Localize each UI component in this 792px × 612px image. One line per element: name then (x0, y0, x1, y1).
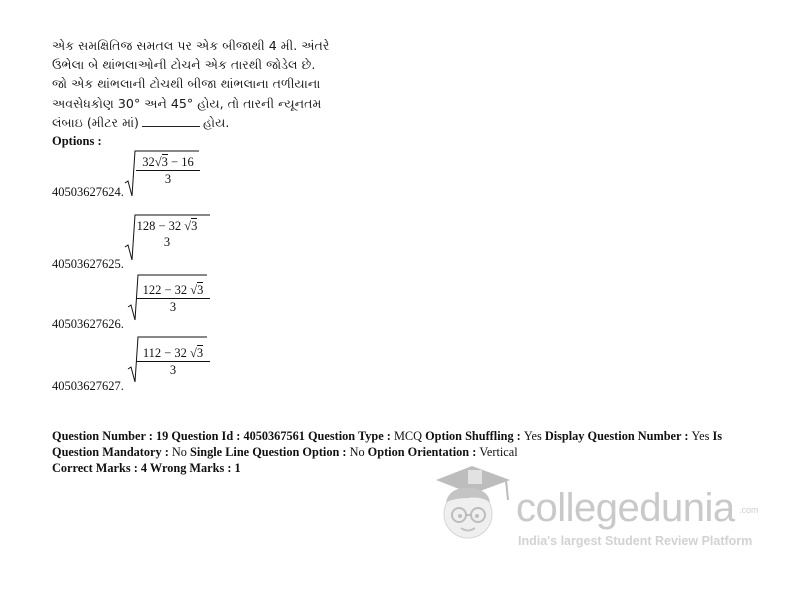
collegedunia-watermark (428, 458, 758, 568)
option-id: 40503627627. (52, 379, 124, 393)
option-denominator: 3 (164, 172, 172, 186)
option-denominator: 3 (163, 235, 171, 249)
option-id: 40503627625. (52, 257, 124, 271)
metadata-line-2: Correct Marks : 4 Wrong Marks : 1 (52, 461, 241, 475)
option-numerator: 112 − 32 √3 (136, 346, 210, 362)
option-2[interactable] (52, 214, 352, 270)
option-fraction (136, 346, 210, 378)
watermark-tagline: India's largest Student Review Platform (518, 534, 753, 548)
question-line-last-start: લંબાઇ (મીટર માં) (52, 114, 139, 130)
question-text (52, 36, 330, 132)
option-id: 40503627626. (52, 317, 124, 331)
option-numerator: 122 − 32 √3 (136, 283, 210, 299)
option-numerator: 128 − 32 √3 (136, 219, 198, 233)
question-line: ઉભેલા બે થાંભલાઓની ટોચને એક તારથી જોડેલ છે. (52, 57, 316, 73)
option-denominator: 3 (169, 363, 177, 377)
question-line-last-end: હોય. (202, 114, 230, 130)
question-line: એક સમક્ષિતિજ સમતલ પર એક બીજાથી 4 મી. અંતરે (52, 38, 330, 53)
question-line-last (52, 113, 314, 132)
option-3[interactable] (52, 274, 352, 330)
metadata-line-1: Question Number : 19 Question Id : 4050367561 Question Type : MCQ Option Shuffling : Yes Display Question Number : Yes Is Question Mandatory : No Single Line Question Option : No Option Orientation : Vertical (52, 429, 723, 459)
question-line: જો એક થાંભલાની ટોચથી બીજા થાંભલાના તળીયાના (52, 76, 321, 92)
option-numerator: 32√3 − 16 (136, 155, 200, 171)
option-1[interactable] (52, 150, 352, 206)
option-4[interactable] (52, 336, 352, 392)
option-id: 40503627624. (52, 185, 124, 199)
watermark-tld: .com (739, 505, 759, 515)
option-fraction (136, 283, 210, 315)
option-denominator: 3 (169, 300, 177, 314)
option-fraction (129, 219, 205, 250)
option-fraction (136, 155, 200, 187)
student-mascot-icon (428, 458, 518, 558)
options-label: Options : (52, 134, 102, 148)
answer-blank (142, 114, 200, 127)
question-line: અવસેધકોણ 30° અને 45° હોય, તો તારની ન્યૂનતમ (52, 95, 322, 111)
watermark-brand: collegedunia (516, 486, 735, 530)
